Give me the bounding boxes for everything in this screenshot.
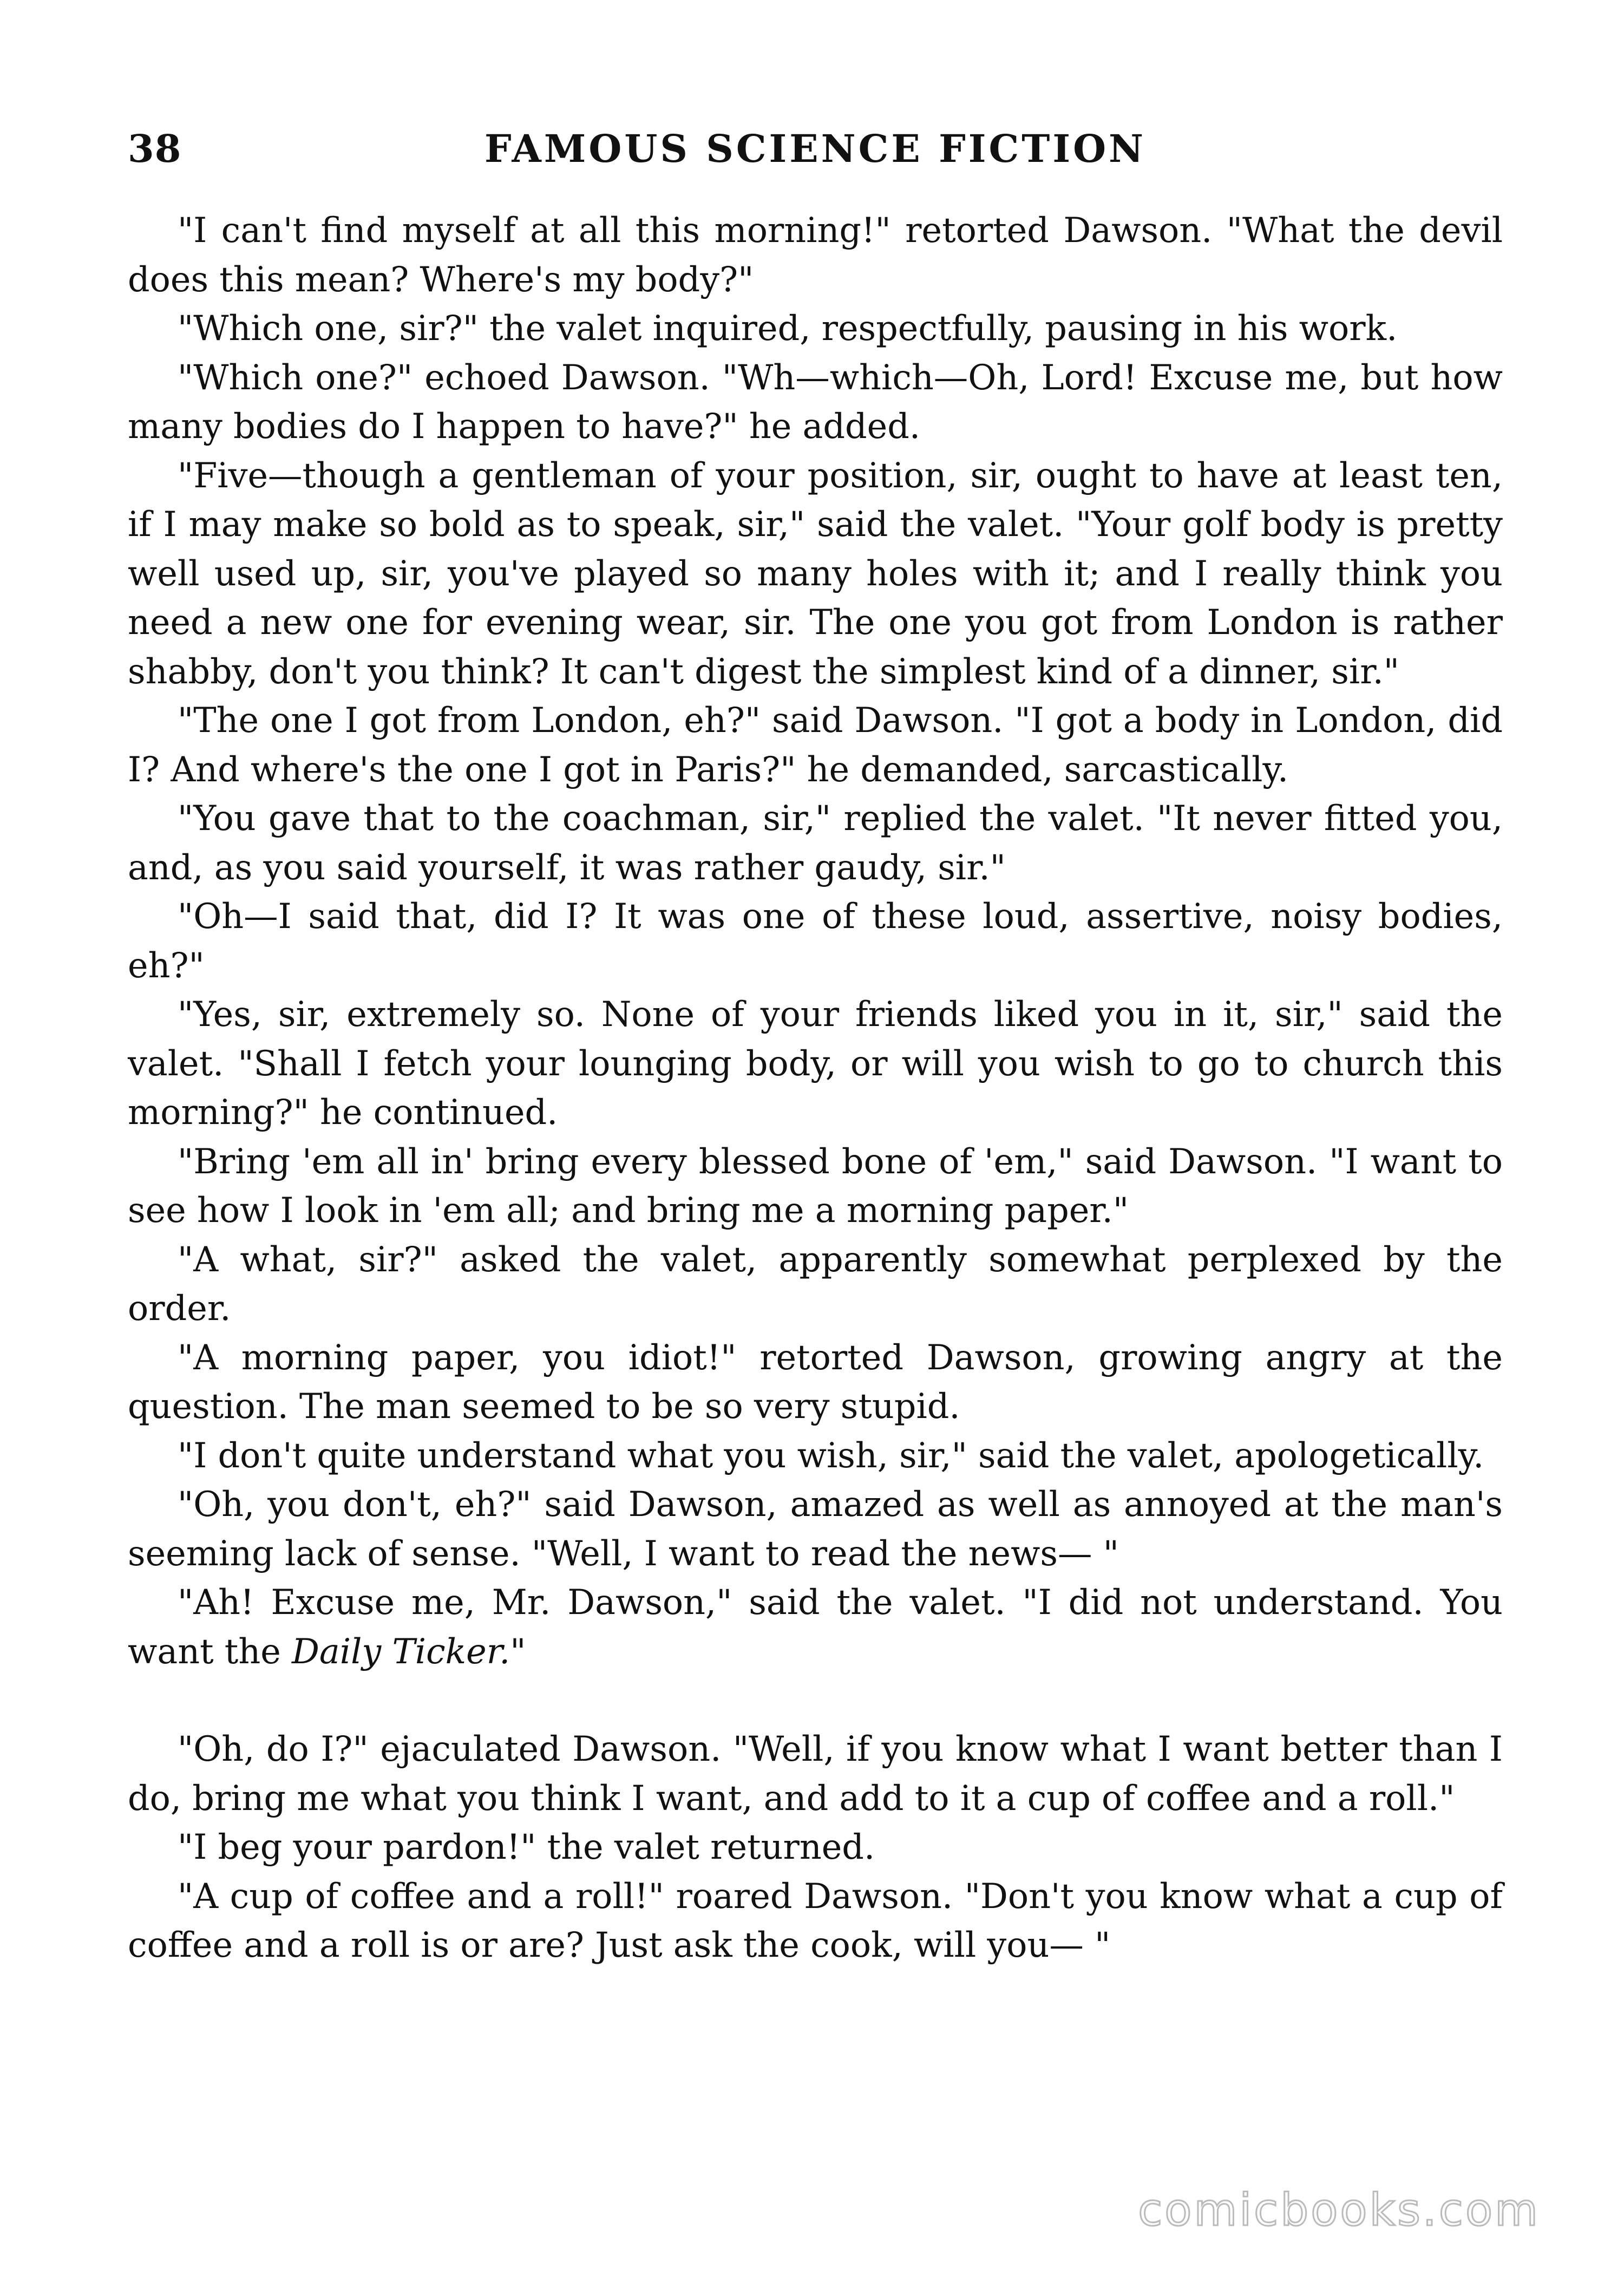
paragraph: "The one I got from London, eh?" said Dawson. "I got a body in London, did I? And where's the one I got in Paris?" he demanded, sarcastically. [128, 700, 1503, 789]
paragraph: "You gave that to the coachman, sir," replied the valet. "It never fitted you, and, as you said yourself, it was rather gaudy, sir." [128, 798, 1503, 887]
paragraph: "I don't quite understand what you wish, sir," said the valet, apologetically. [178, 1435, 1484, 1475]
paragraph: "A morning paper, you idiot!" retorted Dawson, growing angry at the question. The man seemed to be so very stupid. [128, 1337, 1503, 1426]
page-header [128, 119, 1503, 179]
paragraph: "A cup of coffee and a roll!" roared Dawson. "Don't you know what a cup of coffee and a roll is or are? Just ask the cook, will you— " [128, 1876, 1503, 1965]
paragraph: "I can't find myself at all this morning!" retorted Dawson. "What the devil does this mean? Where's my body?" [128, 210, 1503, 299]
page-number: 38 [128, 126, 182, 171]
body-text [128, 206, 1503, 1970]
newspaper-title: Daily Ticker." [292, 1631, 526, 1671]
running-head: FAMOUS SCIENCE FICTION [484, 126, 1147, 171]
paragraph-text: "Ah! Excuse me, Mr. Dawson," said the valet. "I did not understand. You want the [128, 1582, 1503, 1671]
paragraph: "I beg your pardon!" the valet returned. [178, 1827, 875, 1867]
watermark: comicbooks.com [1138, 2185, 1540, 2236]
paragraph-daily-ticker [128, 1578, 1503, 1676]
paragraph: "Five—though a gentleman of your position, sir, ought to have at least ten, if I may make so bold as to speak, sir," said the valet. "Your golf body is pretty well used up, sir, you've played so many holes with it; and I really think you need a new one for evening wear, sir. The one you got from London is rather shabby, don't you think? It can't digest the simplest kind of a dinner, sir." [128, 455, 1503, 691]
paragraph: "Yes, sir, extremely so. None of your friends liked you in it, sir," said the valet. "Shall I fetch your lounging body, or will you wish to go to church this morning?" he continued. [128, 994, 1503, 1132]
paragraph: "Oh, you don't, eh?" said Dawson, amazed as well as annoyed at the man's seeming lack of sense. "Well, I want to read the news— " [128, 1484, 1503, 1573]
paragraph: "Which one, sir?" the valet inquired, respectfully, pausing in his work. [178, 308, 1398, 348]
paragraph: "Oh, do I?" ejaculated Dawson. "Well, if you know what I want better than I do, bring me what you think I want, and add to it a cup of coffee and a roll." [128, 1729, 1503, 1818]
paragraph: "Bring 'em all in' bring every blessed bone of 'em," said Dawson. "I want to see how I look in 'em all; and bring me a morning paper." [128, 1141, 1503, 1230]
paragraph: "Oh—I said that, did I? It was one of these loud, assertive, noisy bodies, eh?" [128, 896, 1503, 985]
paragraph: "Which one?" echoed Dawson. "Wh—which—Oh, Lord! Excuse me, but how many bodies do I happen to have?" he added. [128, 357, 1503, 446]
paragraph: "A what, sir?" asked the valet, apparently somewhat perplexed by the order. [128, 1239, 1503, 1328]
